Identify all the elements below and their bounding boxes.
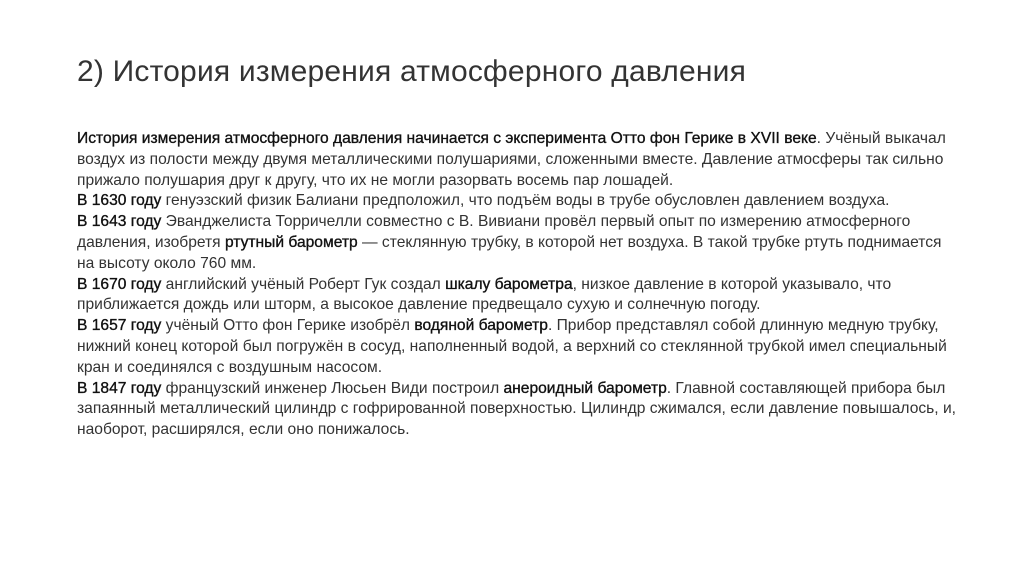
text-run: шкалу барометра [445, 275, 573, 293]
text-run: . Прибор представлял собой длинную медную трубку, нижний конец которой был погружён в сосуд, наполненный водой, а верхний со стеклянной трубкой имел специальный кран и соединялся с воздушным насосом. [77, 317, 947, 376]
text-run: , низкое давление в которой указывало, что приближается дождь или шторм, а высокое давление предвещало сухую и солнечную погоду. [77, 275, 892, 314]
text-run: анероидный барометр [503, 379, 667, 397]
text-run: — стеклянную трубку, в которой нет воздуха. В такой трубке ртуть поднимается на высоту около 760 мм. [77, 233, 942, 272]
slide-title: 2) История измерения атмосферного давления [77, 55, 747, 88]
text-run: В 1657 году [77, 317, 162, 335]
text-run: . [816, 130, 822, 147]
slide-body [77, 129, 957, 441]
text-run: В 1670 году [77, 275, 162, 293]
text-run: Учёный выкачал воздух из полости между двумя металлическими полушариями, сложенными вместе. Давление атмосферы так сильно прижало полушария друг к другу, что их не могли разорвать восемь пар лошадей. [77, 130, 946, 189]
text-run: В 1643 году [77, 213, 162, 231]
text-run: французский инженер Люсьен Види построил [161, 379, 504, 397]
text-run: учёный Отто фон Герике изобрёл [161, 317, 415, 335]
paragraph-gericke-hemispheres [77, 129, 957, 191]
text-run: . Главной составляющей прибора был запаянный металлический цилиндр с гофрированной поверхностью. Цилиндр сжимался, если давление повышалось, и, наоборот, расширялся, если оно понижалось. [77, 379, 956, 439]
text-run: История измерения атмосферного давления начинается с эксперимента Отто фон Герике в XVII веке [77, 130, 817, 147]
text-run: В 1847 году [77, 379, 162, 397]
text-run: водяной барометр [414, 317, 548, 335]
paragraph-1847 [77, 379, 957, 441]
text-run: генуэзский физик Балиани предположил, что подъём воды в трубе обусловлен давлением воздуха. [161, 192, 890, 210]
text-run: Эванджелиста Торричелли совместно с В. Вивиани провёл первый опыт по измерению атмосферного давления, изобретя [77, 213, 911, 251]
paragraph-1630 [77, 191, 957, 212]
paragraph-1670 [77, 275, 957, 317]
paragraph-1657 [77, 316, 957, 378]
text-run: В 1630 году [77, 192, 162, 210]
paragraph-1643 [77, 212, 957, 274]
text-run: английский учёный Роберт Гук создал [161, 275, 446, 293]
text-run: ртутный барометр [224, 233, 358, 251]
